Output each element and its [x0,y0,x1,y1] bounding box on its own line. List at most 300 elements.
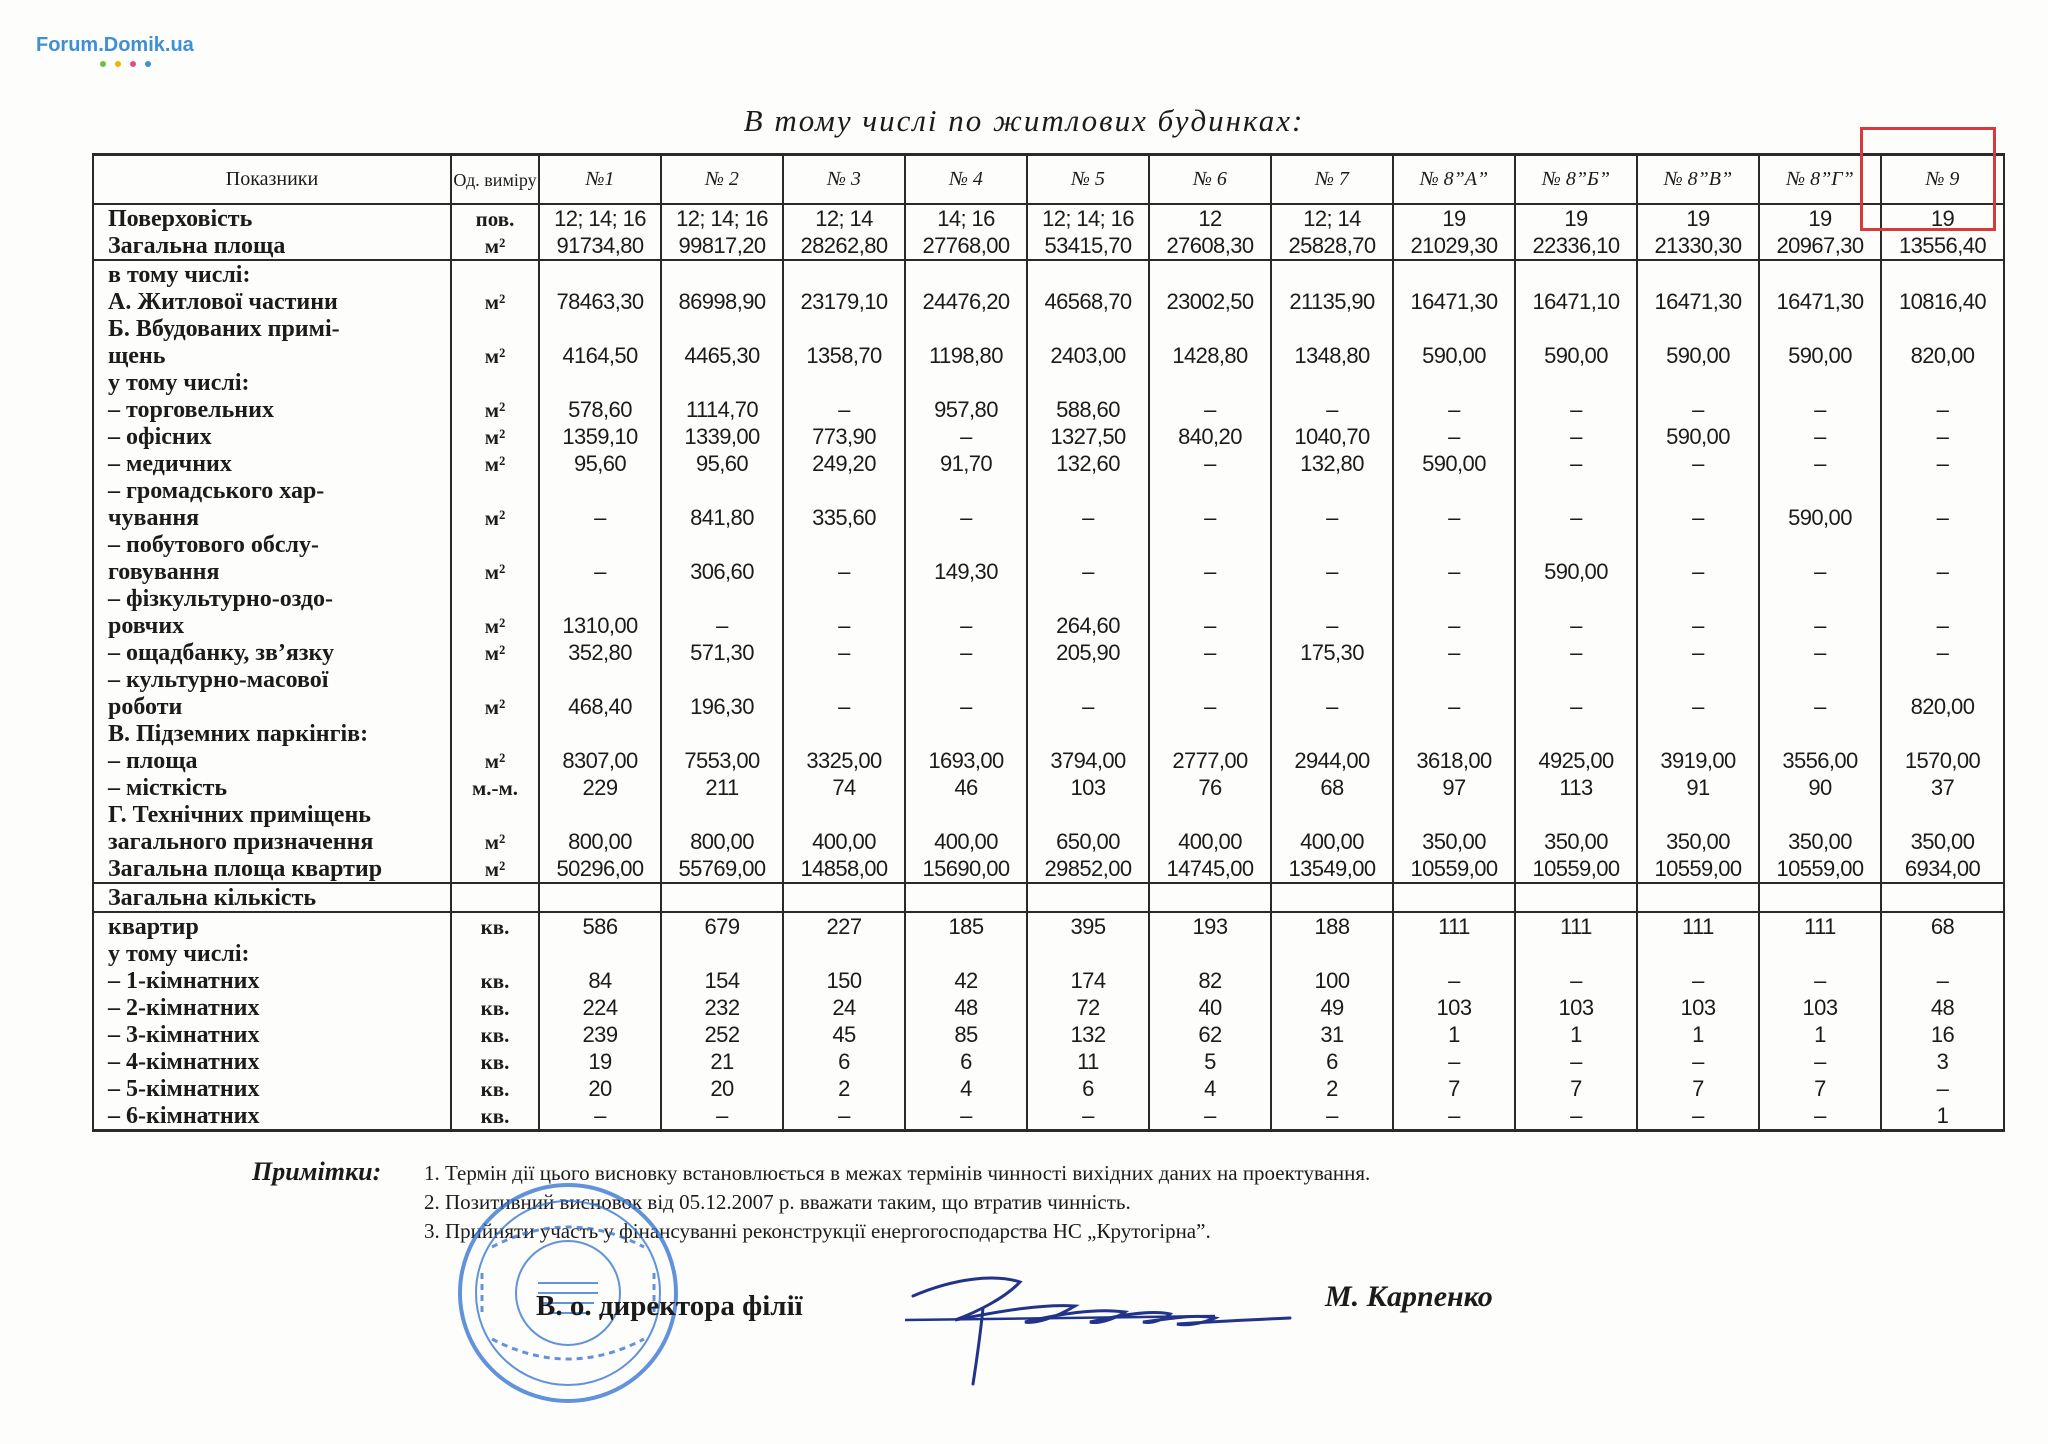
value-cell: – [905,639,1027,666]
value-cell: 72 [1027,994,1149,1021]
value-cell: 590,00 [1637,423,1759,450]
value-cell: 650,00 [1027,828,1149,855]
value-cell: – [1149,693,1271,720]
value-cell [1881,666,2004,693]
value-cell: 19 [1393,204,1515,232]
value-cell [1027,801,1149,828]
table-row [93,558,2004,585]
table-row [93,747,2004,774]
value-cell [661,531,783,558]
value-cell: 7 [1637,1075,1759,1102]
value-cell: 150 [783,967,905,994]
table-row [93,612,2004,639]
table-row [93,585,2004,612]
value-cell [1515,477,1637,504]
value-cell [1149,666,1271,693]
row-unit: м² [451,450,539,477]
value-cell: 48 [905,994,1027,1021]
value-cell: 99817,20 [661,232,783,260]
value-cell [905,883,1027,912]
value-cell: 16471,30 [1637,288,1759,315]
value-cell: 82 [1149,967,1271,994]
row-unit: кв. [451,1021,539,1048]
value-cell: 27768,00 [905,232,1027,260]
value-cell: – [783,558,905,585]
note-item: 3. Прийняти участь у фінансуванні реконструкції енергогосподарства НС „Крутогірна”. [424,1219,1211,1243]
value-cell: 48 [1881,994,2004,1021]
value-cell [1759,883,1881,912]
value-cell: 55769,00 [661,855,783,883]
value-cell: 111 [1637,912,1759,940]
value-cell: 10559,00 [1759,855,1881,883]
value-cell: 132 [1027,1021,1149,1048]
value-cell [1271,801,1393,828]
value-cell [1393,720,1515,747]
row-label: – 6-кімнатних [93,1102,451,1131]
value-cell: 12 [1149,204,1271,232]
row-unit: м² [451,232,539,260]
value-cell: 229 [539,774,661,801]
value-cell: – [1027,693,1149,720]
value-cell: 6 [1271,1048,1393,1075]
value-cell [1759,720,1881,747]
value-cell: 74 [783,774,905,801]
header-building-1: №1 [539,155,661,205]
table-row [93,260,2004,288]
value-cell [1393,531,1515,558]
value-cell: – [1027,1102,1149,1131]
watermark-dots [100,61,194,67]
value-cell: 27608,30 [1149,232,1271,260]
value-cell: 68 [1271,774,1393,801]
value-cell: 16 [1881,1021,2004,1048]
value-cell: 45 [783,1021,905,1048]
value-cell [1149,801,1271,828]
value-cell: 23179,10 [783,288,905,315]
signatory-position: В. о. директора філії [536,1290,803,1322]
value-cell: – [1271,504,1393,531]
value-cell: – [1759,396,1881,423]
value-cell: 185 [905,912,1027,940]
value-cell: – [1515,967,1637,994]
value-cell [1881,477,2004,504]
row-label: загального призначення [93,828,451,855]
row-label: – побутового обслу- [93,531,451,558]
value-cell: 13556,40 [1881,232,2004,260]
row-label: А. Житлової частини [93,288,451,315]
row-label: чування [93,504,451,531]
row-unit [451,883,539,912]
value-cell: 103 [1393,994,1515,1021]
value-cell: – [1393,1048,1515,1075]
value-cell: 306,60 [661,558,783,585]
value-cell [1637,477,1759,504]
value-cell: 10816,40 [1881,288,2004,315]
value-cell: 111 [1393,912,1515,940]
value-cell [661,720,783,747]
value-cell [1637,720,1759,747]
value-cell [539,369,661,396]
value-cell: – [1637,450,1759,477]
row-label: – фізкультурно-оздо- [93,585,451,612]
value-cell [1393,801,1515,828]
row-unit: м² [451,288,539,315]
value-cell [1393,883,1515,912]
header-building-4: № 4 [905,155,1027,205]
value-cell: 22336,10 [1515,232,1637,260]
value-cell: 5 [1149,1048,1271,1075]
value-cell [783,531,905,558]
value-cell [1393,315,1515,342]
value-cell: – [1881,423,2004,450]
value-cell: 28262,80 [783,232,905,260]
value-cell: 46 [905,774,1027,801]
value-cell [1027,369,1149,396]
value-cell [661,585,783,612]
header-indicator: Показники [93,155,451,205]
row-unit [451,720,539,747]
value-cell: 14745,00 [1149,855,1271,883]
table-row [93,1048,2004,1075]
value-cell: 85 [905,1021,1027,1048]
value-cell [1393,260,1515,288]
value-cell: 7 [1393,1075,1515,1102]
value-cell: 10559,00 [1637,855,1759,883]
value-cell: – [1637,639,1759,666]
value-cell [539,477,661,504]
value-cell: 1 [1515,1021,1637,1048]
header-building-6: № 6 [1149,155,1271,205]
value-cell: 590,00 [1637,342,1759,369]
value-cell [783,720,905,747]
value-cell: 10559,00 [1393,855,1515,883]
value-cell: – [1393,612,1515,639]
value-cell: 350,00 [1637,828,1759,855]
value-cell: – [1271,693,1393,720]
value-cell [661,883,783,912]
row-label: В. Підземних паркінгів: [93,720,451,747]
value-cell: 12; 14 [1271,204,1393,232]
table-row [93,1102,2004,1131]
value-cell: 23002,50 [1149,288,1271,315]
value-cell: 193 [1149,912,1271,940]
value-cell [1027,585,1149,612]
value-cell: 12; 14; 16 [661,204,783,232]
value-cell [1515,720,1637,747]
value-cell: 400,00 [783,828,905,855]
value-cell: – [1393,558,1515,585]
value-cell: 113 [1515,774,1637,801]
value-cell [1881,940,2004,967]
row-unit [451,666,539,693]
value-cell: 16471,30 [1393,288,1515,315]
value-cell: – [783,1102,905,1131]
value-cell: – [1759,693,1881,720]
value-cell [1759,585,1881,612]
value-cell [905,260,1027,288]
buildings-table [92,153,2005,1132]
value-cell: 40 [1149,994,1271,1021]
value-cell [1637,940,1759,967]
table-row [93,855,2004,883]
table-row [93,1075,2004,1102]
table-row [93,1021,2004,1048]
row-label: – медичних [93,450,451,477]
value-cell: 19 [539,1048,661,1075]
value-cell [1881,260,2004,288]
row-unit: м² [451,342,539,369]
row-unit: м² [451,396,539,423]
table-row [93,450,2004,477]
row-unit: кв. [451,994,539,1021]
value-cell: 62 [1149,1021,1271,1048]
value-cell: 21135,90 [1271,288,1393,315]
value-cell: – [1759,1048,1881,1075]
value-cell: 800,00 [539,828,661,855]
table-row [93,967,2004,994]
row-unit: м² [451,855,539,883]
value-cell [1149,585,1271,612]
table-row [93,477,2004,504]
director-signature [885,1248,1305,1388]
value-cell: 16471,10 [1515,288,1637,315]
row-label: – 2-кімнатних [93,994,451,1021]
value-cell: 3556,00 [1759,747,1881,774]
value-cell [1149,477,1271,504]
table-row [93,801,2004,828]
value-cell: – [1637,693,1759,720]
value-cell: 103 [1637,994,1759,1021]
value-cell: 24476,20 [905,288,1027,315]
table-row [93,504,2004,531]
value-cell: 97 [1393,774,1515,801]
value-cell: 1 [1637,1021,1759,1048]
value-cell: 3325,00 [783,747,905,774]
value-cell [539,585,661,612]
value-cell: 586 [539,912,661,940]
value-cell: – [1515,450,1637,477]
value-cell: 13549,00 [1271,855,1393,883]
value-cell: 1428,80 [1149,342,1271,369]
value-cell: 174 [1027,967,1149,994]
value-cell: – [1149,558,1271,585]
value-cell: 400,00 [1149,828,1271,855]
value-cell [1393,369,1515,396]
value-cell [905,801,1027,828]
row-label: Загальна площа [93,232,451,260]
value-cell [1149,315,1271,342]
value-cell: – [1881,504,2004,531]
value-cell: 91 [1637,774,1759,801]
value-cell [1027,260,1149,288]
row-label: – місткість [93,774,451,801]
value-cell: 68 [1881,912,2004,940]
row-label: Г. Технічних приміщень [93,801,451,828]
page-title: В тому числі по житлових будинках: [743,103,1305,138]
value-cell: 1693,00 [905,747,1027,774]
value-cell [783,477,905,504]
value-cell: 264,60 [1027,612,1149,639]
value-cell [1271,531,1393,558]
value-cell [783,666,905,693]
value-cell: 20 [661,1075,783,1102]
value-cell: – [1515,693,1637,720]
value-cell: – [1515,1102,1637,1131]
value-cell [1027,531,1149,558]
value-cell: 590,00 [1759,342,1881,369]
row-label: Б. Вбудованих примі- [93,315,451,342]
table-header-row [93,155,2004,205]
value-cell: 7 [1515,1075,1637,1102]
value-cell [1271,585,1393,612]
value-cell: 841,80 [661,504,783,531]
value-cell [1881,585,2004,612]
row-label: – офісних [93,423,451,450]
value-cell: 154 [661,967,783,994]
watermark-logo [36,34,194,67]
value-cell [1637,531,1759,558]
value-cell [539,531,661,558]
header-building-3: № 3 [783,155,905,205]
value-cell [1637,666,1759,693]
value-cell [1637,585,1759,612]
value-cell [1881,315,2004,342]
value-cell: – [1881,558,2004,585]
value-cell: – [1759,1102,1881,1131]
value-cell [1149,720,1271,747]
value-cell: – [539,1102,661,1131]
value-cell [1515,883,1637,912]
value-cell: 196,30 [661,693,783,720]
value-cell: – [1393,423,1515,450]
value-cell [905,477,1027,504]
row-label: щень [93,342,451,369]
value-cell [1515,369,1637,396]
value-cell: 2 [1271,1075,1393,1102]
value-cell: 14858,00 [783,855,905,883]
value-cell: – [1637,612,1759,639]
value-cell [1759,666,1881,693]
value-cell: 20967,30 [1759,232,1881,260]
row-label: ровчих [93,612,451,639]
value-cell: 1348,80 [1271,342,1393,369]
value-cell: 335,60 [783,504,905,531]
value-cell: 590,00 [1759,504,1881,531]
value-cell: – [661,1102,783,1131]
value-cell: – [661,612,783,639]
value-cell [1027,477,1149,504]
value-cell [539,315,661,342]
table-row [93,912,2004,940]
value-cell [539,940,661,967]
value-cell [1637,883,1759,912]
value-cell: – [1637,1102,1759,1131]
table-row [93,204,2004,232]
value-cell [1393,940,1515,967]
table-row [93,720,2004,747]
value-cell: – [1515,504,1637,531]
value-cell [539,801,661,828]
value-cell: 352,80 [539,639,661,666]
value-cell [783,883,905,912]
value-cell: – [1637,967,1759,994]
value-cell [905,666,1027,693]
value-cell [1027,883,1149,912]
row-unit [451,369,539,396]
value-cell: – [1271,396,1393,423]
value-cell [1759,801,1881,828]
value-cell [1271,315,1393,342]
signatory-name: М. Карпенко [1325,1280,1493,1313]
row-label: – 4-кімнатних [93,1048,451,1075]
table-row [93,396,2004,423]
value-cell: 19 [1515,204,1637,232]
table-row [93,531,2004,558]
table-row [93,774,2004,801]
value-cell: 50296,00 [539,855,661,883]
value-cell: 2403,00 [1027,342,1149,369]
table-body [93,204,2004,1131]
value-cell: 6 [1027,1075,1149,1102]
value-cell [1149,940,1271,967]
value-cell: 12; 14 [783,204,905,232]
value-cell: 4925,00 [1515,747,1637,774]
value-cell [1271,883,1393,912]
row-unit: м² [451,828,539,855]
value-cell [1393,666,1515,693]
value-cell: 2 [783,1075,905,1102]
row-unit: кв. [451,912,539,940]
value-cell: 1 [1393,1021,1515,1048]
value-cell: 590,00 [1515,558,1637,585]
value-cell: – [539,504,661,531]
table-row [93,883,2004,912]
row-label: – 5-кімнатних [93,1075,451,1102]
value-cell [1393,477,1515,504]
value-cell: – [1881,396,2004,423]
value-cell: 7553,00 [661,747,783,774]
header-building-8b: № 8”Б” [1515,155,1637,205]
value-cell: – [905,423,1027,450]
table-row [93,639,2004,666]
row-unit: м² [451,747,539,774]
value-cell: 46568,70 [1027,288,1149,315]
table-row [93,940,2004,967]
value-cell: – [1393,1102,1515,1131]
value-cell: 400,00 [1271,828,1393,855]
value-cell: – [1149,639,1271,666]
value-cell: 395 [1027,912,1149,940]
row-unit: кв. [451,1075,539,1102]
row-unit: кв. [451,1048,539,1075]
row-unit: м² [451,558,539,585]
value-cell: 25828,70 [1271,232,1393,260]
value-cell: 232 [661,994,783,1021]
row-unit: м² [451,423,539,450]
value-cell: 1327,50 [1027,423,1149,450]
header-building-2: № 2 [661,155,783,205]
value-cell [1027,666,1149,693]
value-cell [783,801,905,828]
value-cell: 37 [1881,774,2004,801]
value-cell: – [905,504,1027,531]
value-cell: – [783,639,905,666]
value-cell: 76 [1149,774,1271,801]
row-label: говування [93,558,451,585]
table-row [93,369,2004,396]
note-item: 2. Позитивний висновок від 05.12.2007 р. вважати таким, що втратив чинність. [424,1190,1131,1214]
value-cell: 205,90 [1027,639,1149,666]
